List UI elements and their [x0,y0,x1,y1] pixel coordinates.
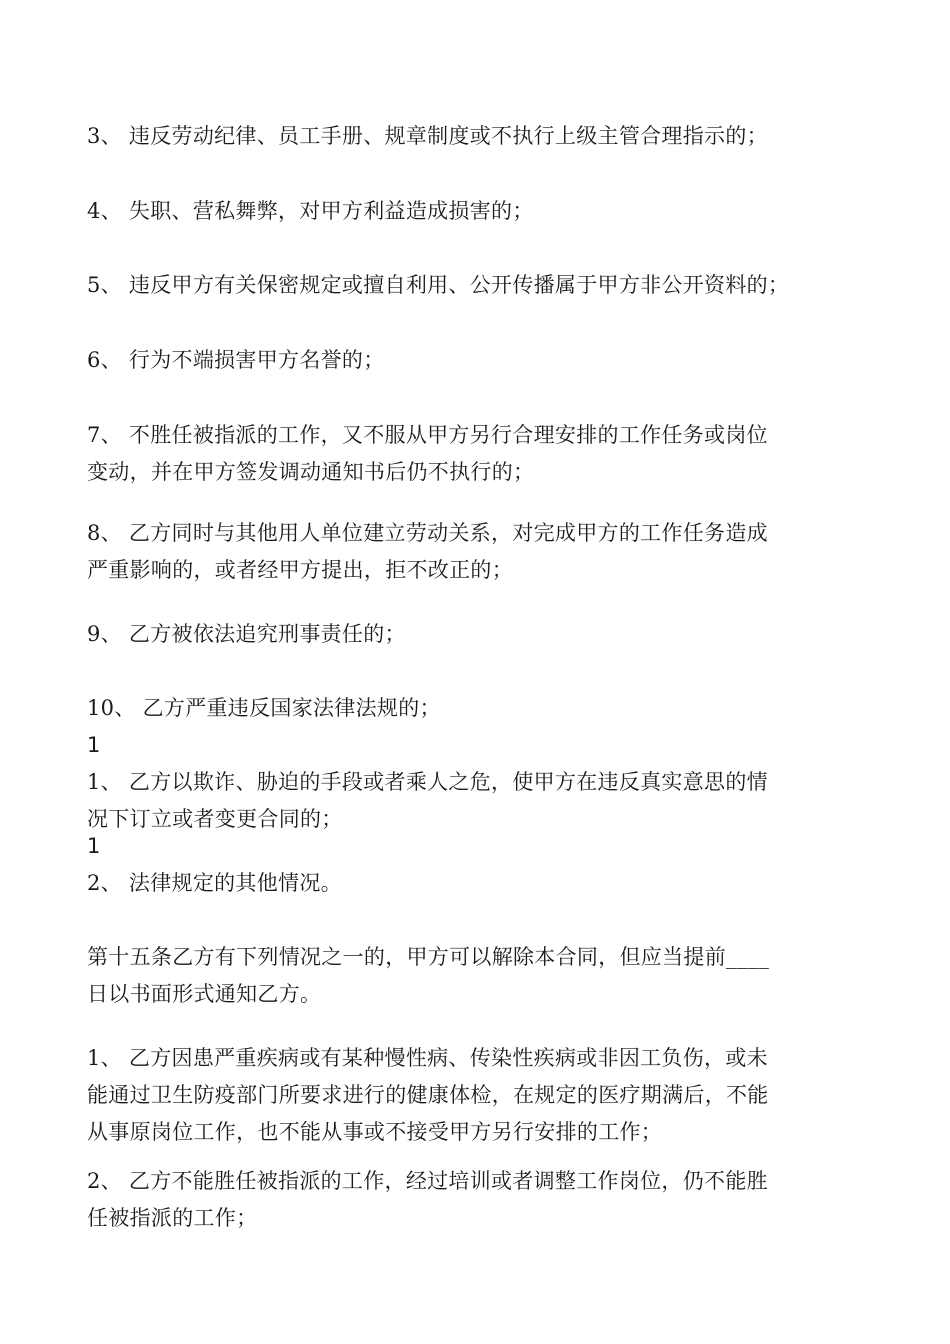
clause-item-9 [87,616,867,653]
clause-item-4 [87,193,867,230]
article-15-item-1 [87,1040,867,1151]
clause-text: 3、 违反劳动纪律、员工手册、规章制度或不执行上级主管合理指示的； [87,124,768,148]
clause-item-6 [87,342,867,379]
clause-line: 2、 乙方不能胜任被指派的工作，经过培训或者调整工作岗位，仍不能胜 [87,1169,768,1193]
clause-text: 10、 乙方严重违反国家法律法规的； [87,696,441,720]
stray-number-text: 1 [87,733,101,757]
clause-item-11 [87,764,867,838]
clause-item-10 [87,690,867,727]
article-15-item-2 [87,1163,867,1237]
clause-item-12 [87,865,867,902]
clause-line: 严重影响的，或者经甲方提出，拒不改正的； [87,558,513,582]
article-15-heading [87,939,867,1013]
article-line: 第十五条乙方有下列情况之一的，甲方可以解除本合同，但应当提前____ [87,945,770,969]
clause-item-8 [87,515,867,589]
clause-line: 7、 不胜任被指派的工作，又不服从甲方另行合理安排的工作任务或岗位 [87,423,768,447]
clause-text: 2、 法律规定的其他情况。 [87,871,342,895]
stray-number [87,828,867,865]
clause-line: 1、 乙方因患严重疾病或有某种慢性病、传染性疾病或非因工负伤，或未 [87,1046,768,1070]
article-line: 日以书面形式通知乙方。 [87,982,322,1006]
stray-number-text: 1 [87,834,101,858]
clause-text: 6、 行为不端损害甲方名誉的； [87,348,385,372]
stray-number [87,727,867,764]
clause-item-7 [87,417,867,491]
clause-line: 1、 乙方以欺诈、胁迫的手段或者乘人之危，使甲方在违反真实意思的情 [87,770,768,794]
clause-text: 9、 乙方被依法追究刑事责任的； [87,622,406,646]
clause-text: 5、 违反甲方有关保密规定或擅自利用、公开传播属于甲方非公开资料的； [87,273,790,297]
clause-line: 况下订立或者变更合同的； [87,807,343,831]
clause-item-3 [87,118,867,155]
clause-line: 8、 乙方同时与其他用人单位建立劳动关系，对完成甲方的工作任务造成 [87,521,768,545]
clause-item-5 [87,267,867,304]
clause-line: 任被指派的工作； [87,1206,258,1230]
clause-line: 从事原岗位工作，也不能从事或不接受甲方另行安排的工作； [87,1120,663,1144]
clause-line: 变动，并在甲方签发调动通知书后仍不执行的； [87,460,535,484]
clause-line: 能通过卫生防疫部门所要求进行的健康体检，在规定的医疗期满后，不能 [87,1083,769,1107]
clause-text: 4、 失职、营私舞弊，对甲方利益造成损害的； [87,199,534,223]
